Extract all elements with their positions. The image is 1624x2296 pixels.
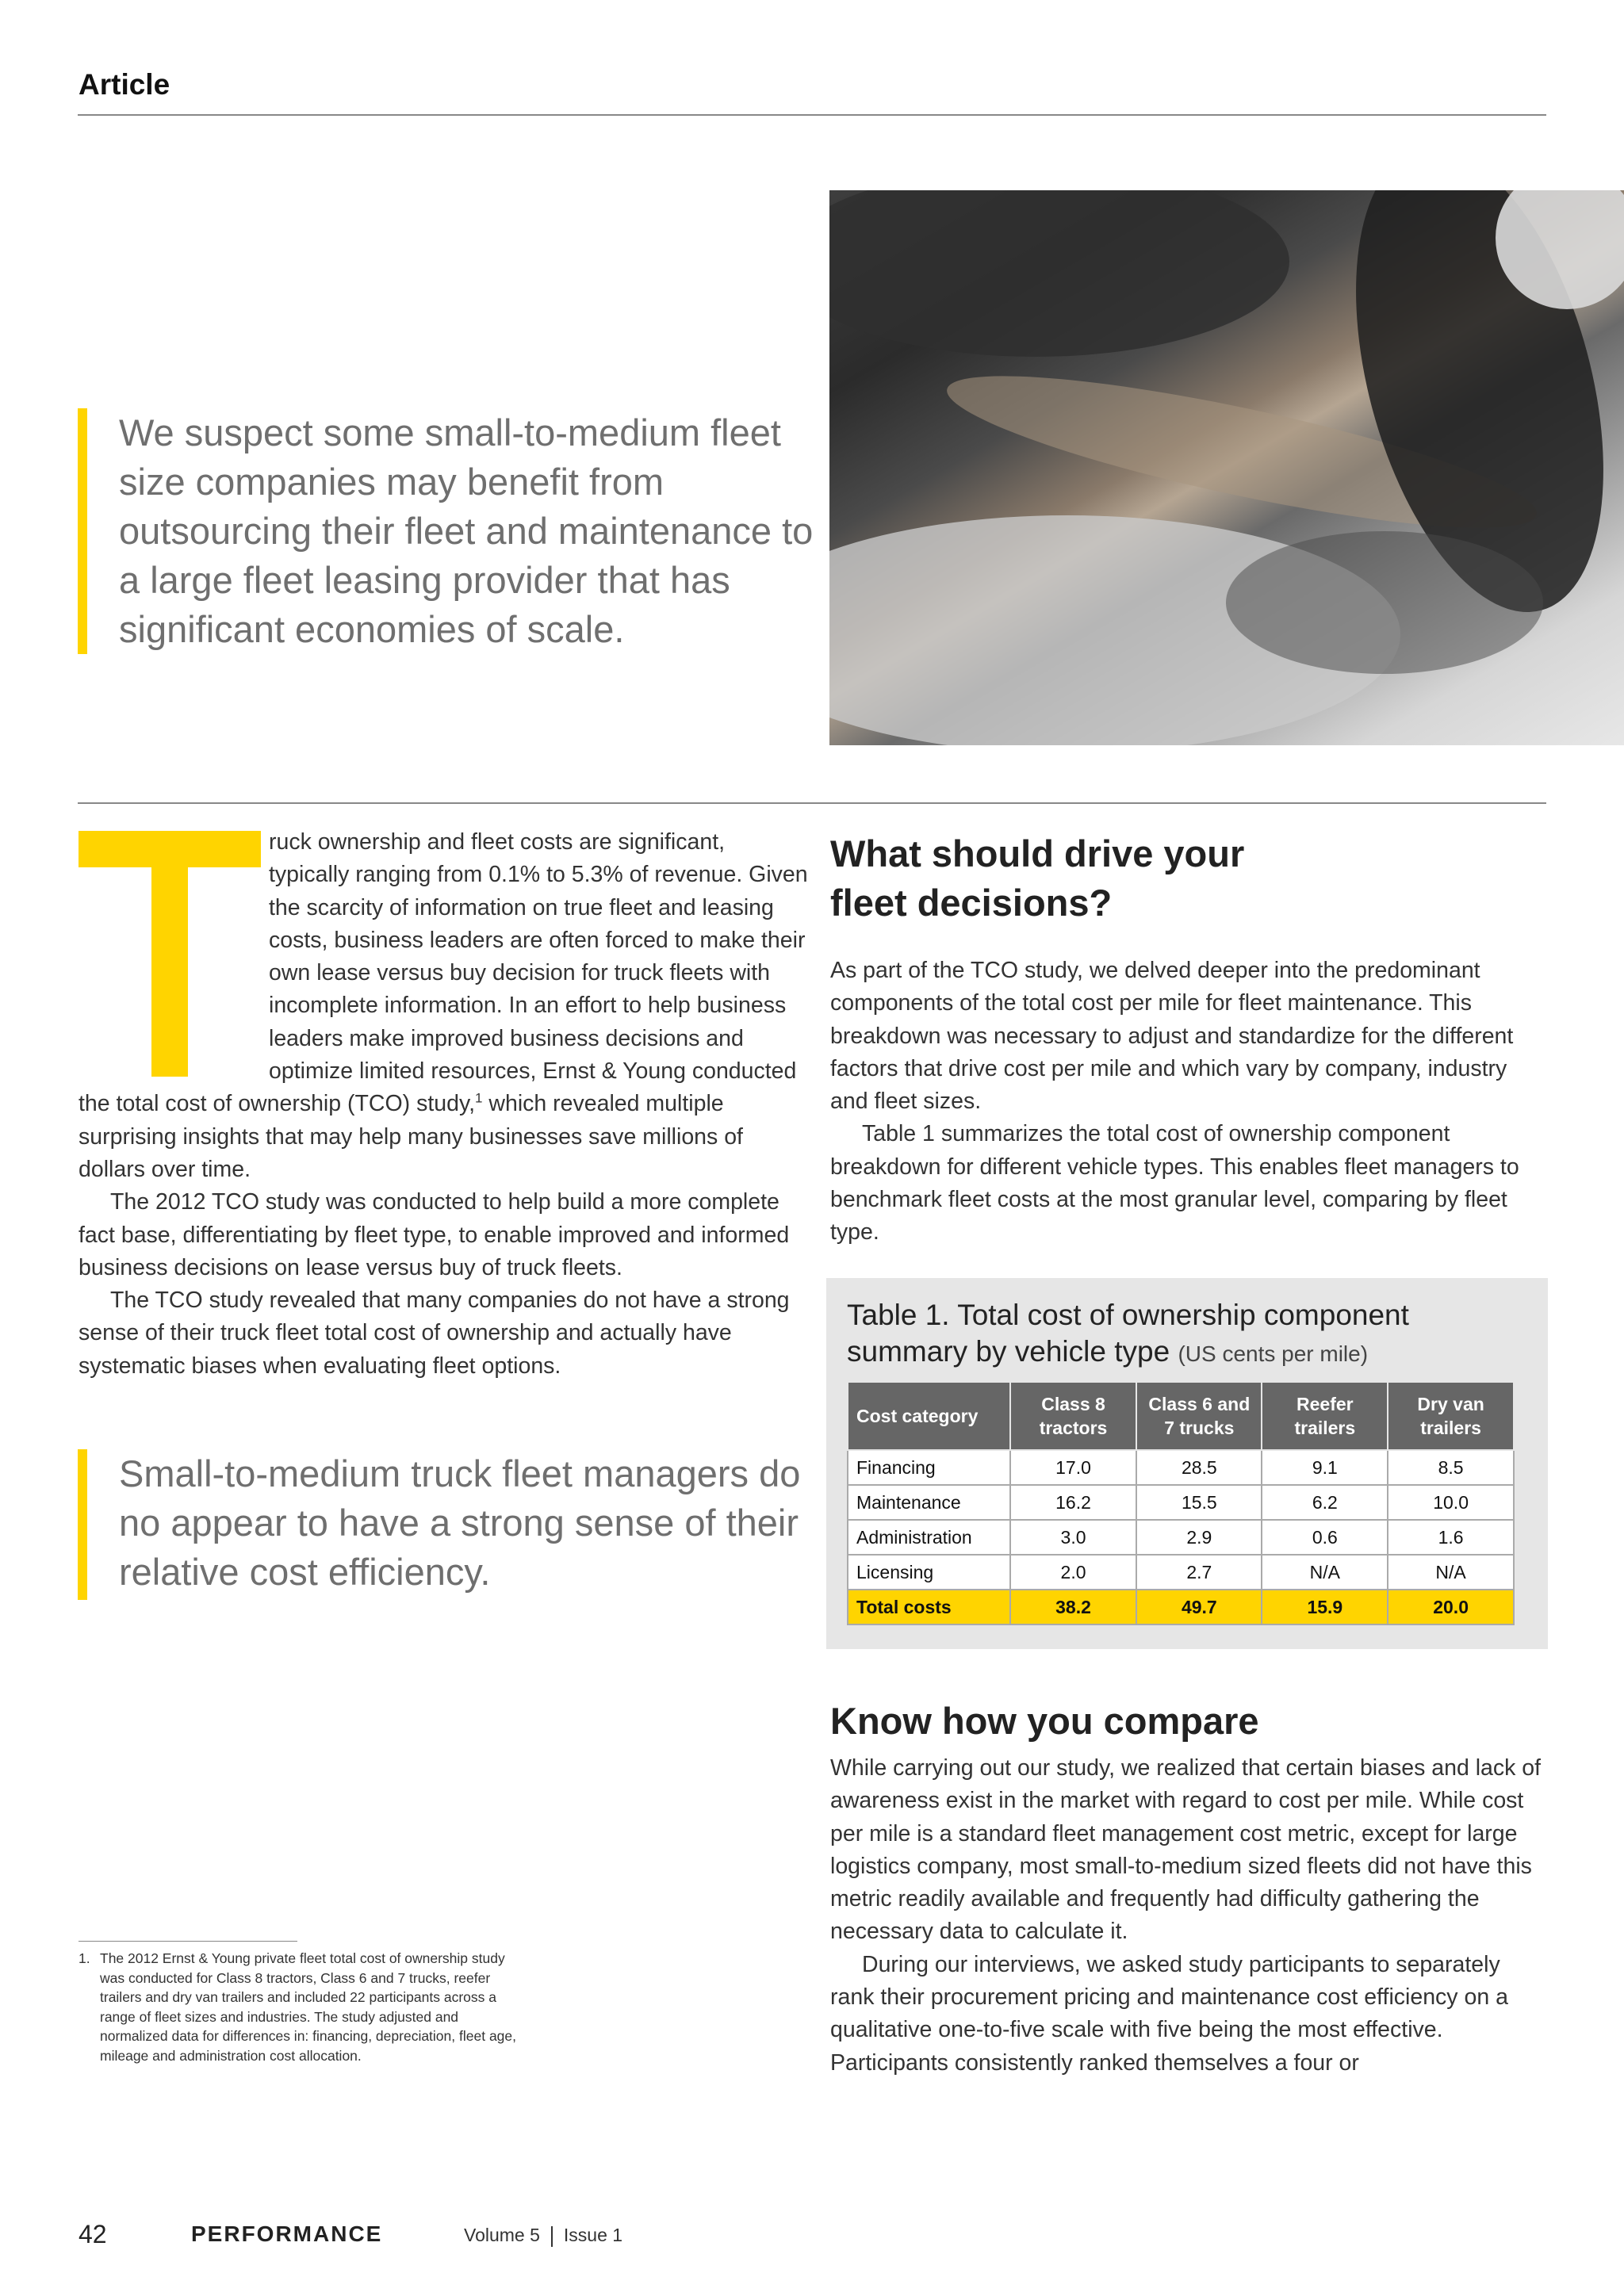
col-header: Class 8 tractors xyxy=(1010,1382,1136,1450)
page-number: 42 xyxy=(79,2220,107,2248)
body-paragraph-r1: As part of the TCO study, we delved deeper into the predominant components of the total cost per mile for fleet maintenance. This breakdown was necessary to adjust and standardize for the different factors that drive cost per mile and which vary by company, industry and fleet sizes. xyxy=(830,958,1514,1115)
cell-category: Maintenance xyxy=(848,1485,1010,1520)
issue-label: Issue 1 xyxy=(563,2225,623,2245)
pull-quote-text: We suspect some small-to-medium fleet size companies may benefit from outsourcing their fleet and maintenance to a large fleet leasing provider that has significant economies of scale. xyxy=(119,411,814,650)
cell-value: 38.2 xyxy=(1010,1590,1136,1624)
footnote-text: The 2012 Ernst & Young private fleet total cost of ownership study was conducted for Class 8 tractors, Class 6 and 7 trucks, reefer trailers and dry van trailers and included 22 participants across a range of fleet sizes and industries. The study adjusted and normalized data for differences in: financing, depreciation, fleet age, mileage and administration cost allocation. xyxy=(100,1950,516,2064)
heading-fleet-decisions: What should drive your fleet decisions? xyxy=(830,832,1245,924)
body-paragraph-r3: While carrying out our study, we realized that certain biases and lack of awareness exist in the market with regard to cost per mile. While cost per mile is a standard fleet management cost metric, except for large logistics company, most small-to-medium sized fleets did not have this metric readily available and frequently had difficulty gathering the necessary data to calculate it. xyxy=(830,1755,1542,1945)
cell-value: N/A xyxy=(1388,1555,1514,1590)
cell-value: 1.6 xyxy=(1388,1520,1514,1555)
footnote-ref: 1 xyxy=(475,1090,483,1106)
body-paragraph-r2: Table 1 summarizes the total cost of ownership component breakdown for different vehicle types. This enables fleet managers to benchmark fleet costs at the most granular level, comparing by fleet type. xyxy=(830,1121,1519,1246)
truck-photo xyxy=(829,190,1624,745)
cell-value: 15.5 xyxy=(1136,1485,1262,1520)
footnote-divider xyxy=(79,1941,297,1942)
table-row xyxy=(848,1450,1514,1485)
cell-value: 16.2 xyxy=(1010,1485,1136,1520)
separator xyxy=(551,2226,553,2247)
cell-category: Financing xyxy=(848,1450,1010,1485)
table-row xyxy=(848,1555,1514,1590)
cell-value: 8.5 xyxy=(1388,1450,1514,1485)
cell-value: 17.0 xyxy=(1010,1450,1136,1485)
cell-value: 49.7 xyxy=(1136,1590,1262,1624)
body-paragraph-2: The 2012 TCO study was conducted to help build a more complete fact base, differentiating by fleet type, to enable improved and informed business decisions on lease versus buy of truck fleets. xyxy=(79,1189,790,1280)
cell-value: 9.1 xyxy=(1262,1450,1388,1485)
left-column xyxy=(79,826,808,1383)
section-label: Article xyxy=(79,68,170,101)
table-row xyxy=(848,1485,1514,1520)
issue-info xyxy=(464,2225,622,2247)
section-divider xyxy=(78,802,1546,804)
right-column-bottom xyxy=(830,1697,1544,2080)
cell-value: 0.6 xyxy=(1262,1520,1388,1555)
table-row xyxy=(848,1520,1514,1555)
table-title: Table 1. Total cost of ownership component summary by vehicle type (US cents per mile) xyxy=(847,1299,1409,1368)
drop-cap xyxy=(79,826,269,1080)
cell-value: 10.0 xyxy=(1388,1485,1514,1520)
cell-value: 20.0 xyxy=(1388,1590,1514,1624)
cell-value: N/A xyxy=(1262,1555,1388,1590)
table-unit: (US cents per mile) xyxy=(1178,1341,1369,1366)
quote-accent-bar xyxy=(78,1449,87,1600)
cell-category: Total costs xyxy=(848,1590,1010,1624)
magazine-logo: PERFORMANCE xyxy=(191,2221,383,2246)
footnote-number: 1. xyxy=(79,1950,90,1966)
cell-value: 15.9 xyxy=(1262,1590,1388,1624)
photo-blur-shapes xyxy=(829,190,1624,745)
cell-value: 28.5 xyxy=(1136,1450,1262,1485)
cell-value: 3.0 xyxy=(1010,1520,1136,1555)
cell-value: 2.9 xyxy=(1136,1520,1262,1555)
pull-quote-text: Small-to-medium truck fleet managers do no appear to have a strong sense of their relative cost efficiency. xyxy=(119,1452,801,1593)
heading-know-how-you-compare: Know how you compare xyxy=(830,1700,1259,1742)
body-paragraph-1: ruck ownership and fleet costs are significant, typically ranging from 0.1% to 5.3% of revenue. Given the scarcity of information on true fleet and leasing costs, business leaders are often forced to make their own lease versus buy decision for truck fleets with incomplete information. In an effort to help business leaders make improved business decisions and optimize limited resources, Ernst & Young conducted the total cost of ownership (TCO) study,$^1$ which revealed multiple surprising insights that may help many businesses save millions of dollars over time. xyxy=(79,829,808,1182)
cell-value: 2.0 xyxy=(1010,1555,1136,1590)
quote-accent-bar xyxy=(78,408,87,654)
cell-category: Administration xyxy=(848,1520,1010,1555)
pull-quote-2 xyxy=(78,1449,807,1608)
header-divider xyxy=(78,114,1546,116)
volume-label: Volume 5 xyxy=(464,2225,540,2245)
footnote xyxy=(79,1949,523,2065)
cost-table-panel xyxy=(826,1278,1548,1649)
col-header: Dry van trailers xyxy=(1388,1382,1514,1450)
col-header: Class 6 and 7 trucks xyxy=(1136,1382,1262,1450)
cell-value: 2.7 xyxy=(1136,1555,1262,1590)
body-paragraph-3: The TCO study revealed that many companies do not have a strong sense of their truck fleet total cost of ownership and actually have systematic biases when evaluating fleet options. xyxy=(79,1288,790,1379)
cell-value: 6.2 xyxy=(1262,1485,1388,1520)
table-header-row xyxy=(848,1382,1514,1450)
table-total-row xyxy=(848,1590,1514,1624)
body-paragraph-r4: During our interviews, we asked study participants to separately rank their procurement pricing and maintenance cost efficiency on a qualitative one-to-five scale with five being the most effective. Participants consistently ranked themselves a four or xyxy=(830,1951,1508,2076)
pull-quote-1 xyxy=(78,408,814,662)
cost-table xyxy=(847,1381,1515,1625)
col-header: Cost category xyxy=(848,1382,1010,1450)
right-column-top xyxy=(830,829,1544,1249)
cell-category: Licensing xyxy=(848,1555,1010,1590)
col-header: Reefer trailers xyxy=(1262,1382,1388,1450)
